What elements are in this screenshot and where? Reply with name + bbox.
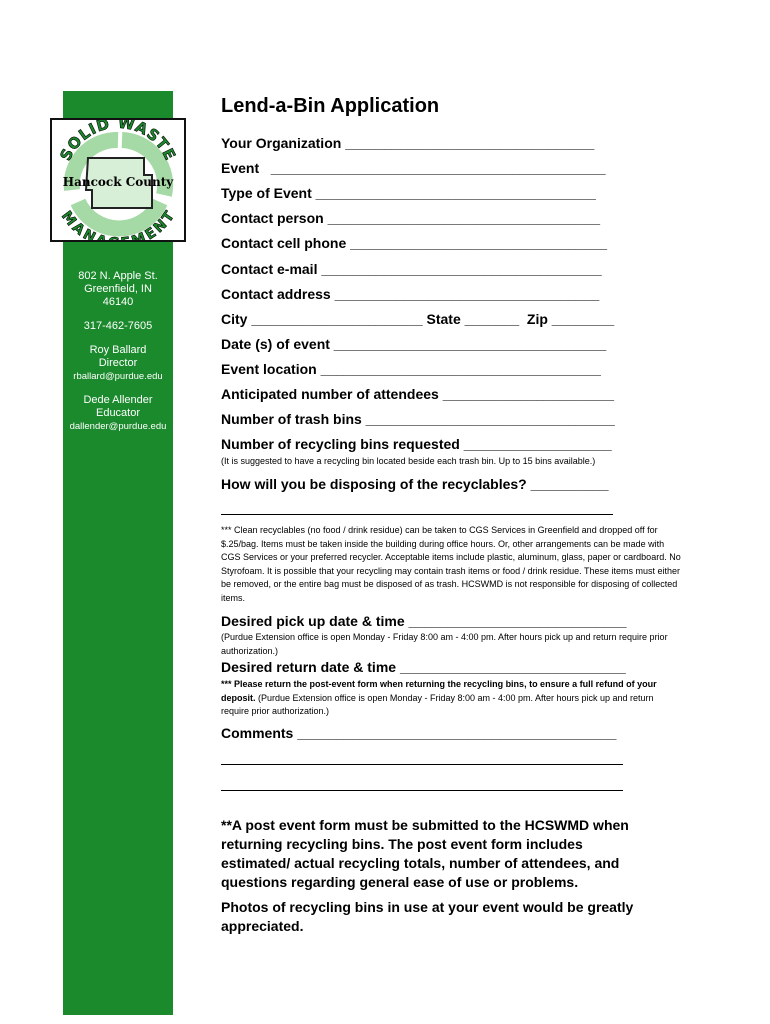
event-field[interactable]: Event ___________________________________________ xyxy=(221,160,606,176)
recycling-bins-note: (It is suggested to have a recycling bin located beside each trash bin. Up to 15 bins available.) xyxy=(221,456,596,466)
trash-bins-field[interactable]: Number of trash bins ________________________________ xyxy=(221,411,615,427)
comments-line-3[interactable] xyxy=(221,790,623,791)
address-line2: Greenfield, IN xyxy=(84,283,152,295)
disposal-note: *** Clean recyclables (no food / drink residue) can be taken to CGS Services in Greenfield and dropped off for $.25/bag. Items must be taken inside the building during office hours. Or, other arrangements can be made with CGS Services or your preferred recycler. Acceptable items include plastic, aluminum, glass, paper or cardboard. No Styrofoam. It is possible that your recycling may contain trash items or food / drink residue. These items must either be removed, or the entire bag must be disposed of as trash. HCSWMD is not responsible for disposing of collected items. xyxy=(221,525,681,603)
photos-note: Photos of recycling bins in use at your event would be greatly appreciated. xyxy=(221,899,634,934)
logo-graphic xyxy=(52,120,184,240)
contact2-name: Dede Allender xyxy=(83,394,153,406)
contact1-name: Roy Ballard xyxy=(89,344,147,356)
contact1-email: rballard@purdue.edu xyxy=(73,371,163,382)
return-note-bold: *** Please return the post-event form when returning the recycling bins, to ensure a full refund of your deposit. xyxy=(221,679,657,703)
contact-cell-field[interactable]: Contact cell phone _________________________________ xyxy=(221,235,608,251)
disposal-answer-line[interactable] xyxy=(221,514,613,515)
comments-line-2[interactable] xyxy=(221,764,623,765)
comments-field[interactable]: Comments _________________________________________ xyxy=(221,725,617,741)
return-note-rest: (Purdue Extension office is open Monday - Friday 8:00 am - 4:00 pm. After hours pick up and return require prior authorization.) xyxy=(221,692,654,716)
logo-center-text: Hancock County xyxy=(62,175,174,189)
phone-number: 317-462-7605 xyxy=(83,320,153,332)
form-title: Lend-a-Bin Application xyxy=(221,95,440,117)
type-of-event-field[interactable]: Type of Event ____________________________________ xyxy=(221,185,596,201)
event-location-field[interactable]: Event location ____________________________________ xyxy=(221,361,601,377)
contact-address-field[interactable]: Contact address __________________________________ xyxy=(221,286,600,302)
contact-email-field[interactable]: Contact e-mail ____________________________________ xyxy=(221,261,602,277)
return-note xyxy=(221,678,681,719)
recycling-bins-field[interactable]: Number of recycling bins requested ___________________ xyxy=(221,436,612,452)
contact1-title: Director xyxy=(98,357,138,369)
event-dates-field[interactable]: Date (s) of event ___________________________________ xyxy=(221,336,607,352)
disposal-question-field[interactable]: How will you be disposing of the recyclables? __________ xyxy=(221,476,609,492)
organization-field[interactable]: Your Organization ________________________________ xyxy=(221,135,595,151)
contact-info xyxy=(63,270,173,444)
return-field[interactable]: Desired return date & time _____________________________ xyxy=(221,659,626,675)
pickup-note: (Purdue Extension office is open Monday - Friday 8:00 am - 4:00 pm. After hours pick up and return require prior authorization.) xyxy=(221,632,668,656)
hancock-county-logo xyxy=(50,118,186,242)
address-line3: 46140 xyxy=(102,296,134,308)
city-state-zip-field[interactable]: City ______________________ State _______ Zip ________ xyxy=(221,311,615,327)
contact2-title: Educator xyxy=(95,407,141,419)
post-event-note: **A post event form must be submitted to the HCSWMD when returning recycling bins. The post event form includes estimated/ actual recycling totals, number of attendees, and questions regarding general ease of use or problems. xyxy=(221,817,629,890)
logo-bottom-text: MAN MENT xyxy=(57,208,179,240)
address-line1: 802 N. Apple St. xyxy=(78,270,158,282)
pickup-field[interactable]: Desired pick up date & time ____________________________ xyxy=(221,613,627,629)
logo-top-text: SOLID WASTE xyxy=(56,120,180,164)
contact-person-field[interactable]: Contact person ___________________________________ xyxy=(221,210,601,226)
attendees-field[interactable]: Anticipated number of attendees ______________________ xyxy=(221,386,614,402)
contact2-email: dallender@purdue.edu xyxy=(69,421,167,432)
